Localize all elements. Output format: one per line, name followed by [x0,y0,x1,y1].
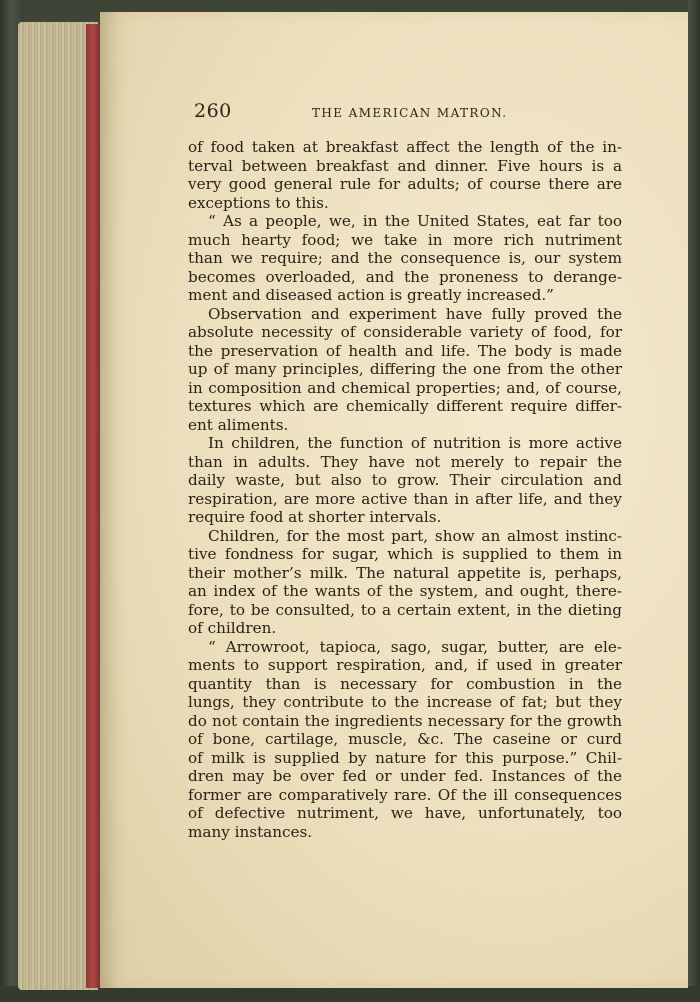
running-title: THE AMERICAN MATRON. [312,106,508,120]
text-line: much hearty food; we take in more rich nutriment [188,230,622,249]
body-text [188,138,622,841]
text-line: of milk is supplied by nature for this purpose.” Chil- [188,748,622,767]
text-line: an index of the wants of the system, and ought, there- [188,582,622,600]
text-line: than in adults. They have not merely to repair the [188,452,622,471]
text-line: daily waste, but also to grow. Their circulation and [188,471,622,489]
text-line: than we require; and the consequence is, our system [188,249,622,267]
book-page [100,12,688,988]
text-line: dren may be over fed or under fed. Instances of the [188,767,622,785]
text-line: terval between breakfast and dinner. Five hours is a [188,156,622,175]
text-line: quantity than is necessary for combustion in the [188,674,622,693]
text-line: many instances. [188,822,313,841]
text-line: ment and diseased action is greatly increased.” [188,286,554,304]
text-line: respiration, are more active than in after life, and they [188,489,622,508]
text-line: of defective nutriment, we have, unfortunately, too [188,804,622,822]
text-line: textures which are chemically different require differ- [188,397,622,415]
text-line: “ As a people, we, in the United States, eat far too [208,212,622,230]
text-line: In children, the function of nutrition is more active [208,434,622,452]
page-edges-red-gilt [86,24,100,988]
text-line: former are comparatively rare. Of the ill consequences [188,785,622,804]
text-line: the preservation of health and life. The body is made [188,341,622,360]
text-line: their mother’s milk. The natural appetite is, perhaps, [188,563,622,582]
text-line: tive fondness for sugar, which is supplied to them in [188,545,622,563]
text-line: absolute necessity of considerable variety of food, for [188,323,622,341]
text-line: ent aliments. [188,415,289,434]
text-line: of bone, cartilage, muscle, &c. The caseine or curd [188,730,622,748]
text-line: Observation and experiment have fully proved the [208,304,622,323]
book-cover-edge-right [688,0,700,1002]
text-line: in composition and chemical properties; and, of course, [188,378,622,397]
text-line: ments to support respiration, and, if used in greater [188,656,622,674]
text-line: very good general rule for adults; of course there are [188,175,622,193]
text-line: up of many principles, differing the one from the other [188,360,622,378]
text-line: of food taken at breakfast affect the length of the in- [188,138,622,156]
book-cover-edge-bottom [0,986,700,1002]
text-line: do not contain the ingredients necessary for the growth [188,711,622,730]
text-line: exceptions to this. [188,193,329,212]
text-line: lungs, they contribute to the increase of fat; but they [188,693,622,711]
running-head [194,100,624,124]
text-line: Children, for the most part, show an almost instinc- [208,526,622,545]
page-number: 260 [194,100,232,122]
text-line: becomes overloaded, and the proneness to derange- [188,267,622,286]
text-line: of children. [188,619,277,637]
text-line: require food at shorter intervals. [188,508,442,526]
text-line: fore, to be consulted, to a certain extent, in the dieting [188,600,622,619]
text-line: “ Arrowroot, tapioca, sago, sugar, butter, are ele- [208,637,622,656]
